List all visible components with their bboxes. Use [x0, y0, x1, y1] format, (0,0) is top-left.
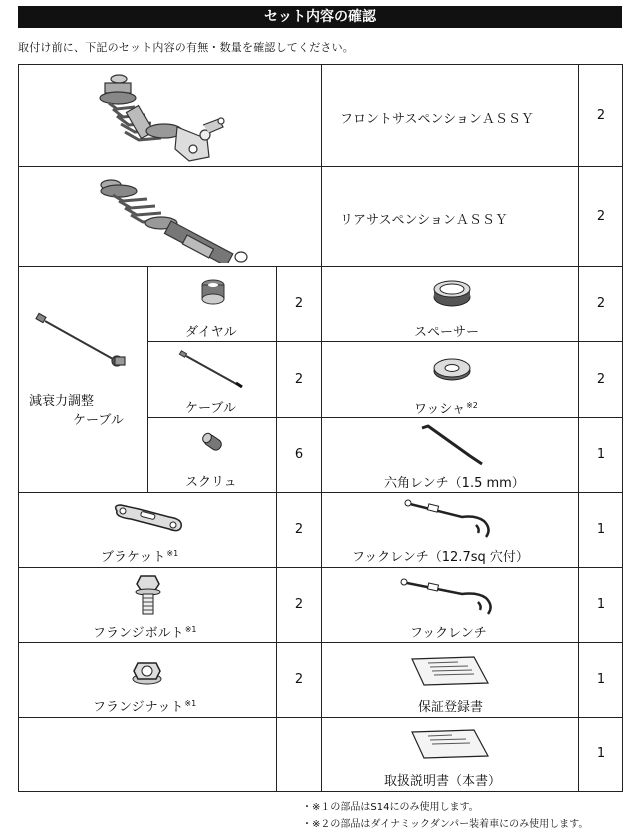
screw-qty-cell — [276, 417, 322, 493]
damping-cable-illustration — [35, 311, 135, 373]
cable-cell — [147, 341, 277, 418]
damping-cable-label-line2: ケーブル — [73, 413, 124, 428]
rear-suspension-illustration — [91, 171, 261, 263]
spacer-cell — [321, 266, 579, 342]
cable-qty-cell — [276, 341, 322, 418]
intro-text: 取付け前に、下記のセット内容の有無・数量を確認してください。 — [18, 41, 354, 54]
bracket-illustration — [109, 501, 189, 535]
washer-label — [414, 398, 478, 417]
bracket-qty: 2 — [294, 522, 304, 537]
warranty-cell — [321, 642, 579, 718]
warranty-qty-cell — [578, 642, 623, 718]
rear-suspension-qty-cell — [578, 166, 623, 267]
bracket-cell — [18, 492, 277, 568]
warranty-qty: 1 — [596, 672, 606, 687]
bracket-label-text: ブラケット — [101, 550, 166, 565]
manual-illustration — [408, 726, 492, 762]
flange-bolt-qty-cell — [276, 567, 322, 643]
washer-illustration — [432, 356, 472, 382]
dial-label: ダイヤル — [185, 325, 237, 340]
bracket-qty-cell — [276, 492, 322, 568]
bracket-note-mark: ※1 — [166, 549, 179, 558]
dial-qty-cell — [276, 266, 322, 342]
footnote-1: ・※１の部品はS14にのみ使用します。 — [302, 802, 479, 813]
hex-wrench-qty-cell — [578, 417, 623, 493]
flange-bolt-label-text: フランジボルト — [93, 626, 184, 641]
washer-qty: 2 — [596, 372, 606, 387]
hook-wrench-qty-cell — [578, 567, 623, 643]
rear-suspension-name-cell — [321, 166, 579, 267]
hook-wrench-label: フックレンチ — [410, 626, 487, 641]
washer-label-text: ワッシャ — [414, 402, 466, 417]
rear-suspension-qty: 2 — [596, 209, 606, 224]
flange-bolt-qty: 2 — [294, 597, 304, 612]
cable-illustration — [178, 350, 248, 390]
dial-qty: 2 — [294, 296, 304, 311]
hex-wrench-qty: 1 — [596, 447, 606, 462]
flange-bolt-illustration — [133, 572, 163, 618]
hook-wrench-illustration — [398, 576, 508, 616]
empty-qty-cell — [276, 717, 322, 792]
dial-cell — [147, 266, 277, 342]
cable-label: ケーブル — [185, 401, 236, 416]
front-suspension-label: フロントサスペンションＡＳＳＹ — [340, 112, 534, 127]
front-suspension-qty-cell — [578, 64, 623, 167]
screw-qty: 6 — [294, 447, 304, 462]
empty-cell — [18, 717, 277, 792]
bracket-label — [101, 546, 178, 565]
hook-wrench-hole-label: フックレンチ（12.7sq 穴付） — [352, 550, 529, 565]
front-suspension-illustration — [89, 69, 259, 163]
flange-bolt-cell — [18, 567, 277, 643]
hook-wrench-cell — [321, 567, 579, 643]
cable-qty: 2 — [294, 372, 304, 387]
hook-wrench-hole-qty-cell — [578, 492, 623, 568]
hex-wrench-label: 六角レンチ（1.5 mm） — [384, 476, 525, 491]
warranty-label: 保証登録書 — [418, 700, 484, 715]
front-suspension-image-cell — [18, 64, 322, 167]
flange-nut-note-mark: ※1 — [184, 699, 197, 708]
screw-illustration — [198, 430, 228, 460]
rear-suspension-image-cell — [18, 166, 322, 267]
damping-cable-group-cell — [18, 266, 148, 493]
flange-nut-label — [93, 696, 196, 715]
front-suspension-qty: 2 — [596, 108, 606, 123]
screw-cell — [147, 417, 277, 493]
rear-suspension-label: リアサスペンションＡＳＳＹ — [340, 213, 508, 228]
flange-nut-qty-cell — [276, 642, 322, 718]
washer-note-mark: ※2 — [466, 401, 478, 410]
flange-bolt-label — [93, 622, 196, 641]
hook-wrench-hole-illustration — [402, 497, 502, 541]
warranty-card-illustration — [408, 653, 492, 689]
damping-cable-label-line1: 減衰力調整 — [29, 394, 95, 409]
hook-wrench-qty: 1 — [596, 597, 606, 612]
washer-qty-cell — [578, 341, 623, 418]
manual-label: 取扱説明書（本書） — [384, 774, 502, 789]
dial-illustration — [198, 277, 228, 307]
washer-cell — [321, 341, 579, 418]
spacer-label: スペーサー — [414, 325, 480, 340]
flange-nut-illustration — [131, 653, 163, 687]
spacer-illustration — [432, 279, 472, 309]
front-suspension-name-cell — [321, 64, 579, 167]
hex-wrench-cell — [321, 417, 579, 493]
flange-nut-label-text: フランジナット — [93, 700, 184, 715]
manual-cell — [321, 717, 579, 792]
screw-label: スクリュ — [185, 475, 237, 490]
hook-wrench-hole-cell — [321, 492, 579, 568]
manual-qty-cell — [578, 717, 623, 792]
flange-nut-cell — [18, 642, 277, 718]
hook-wrench-hole-qty: 1 — [596, 522, 606, 537]
manual-qty: 1 — [596, 746, 606, 761]
spacer-qty: 2 — [596, 296, 606, 311]
footnote-2: ・※２の部品はダイナミックダンパー装着車にのみ使用します。 — [302, 819, 589, 830]
hex-wrench-illustration — [418, 424, 488, 468]
flange-nut-qty: 2 — [294, 672, 304, 687]
spacer-qty-cell — [578, 266, 623, 342]
flange-bolt-note-mark: ※1 — [184, 625, 197, 634]
section-title: セット内容の確認 — [18, 6, 622, 28]
